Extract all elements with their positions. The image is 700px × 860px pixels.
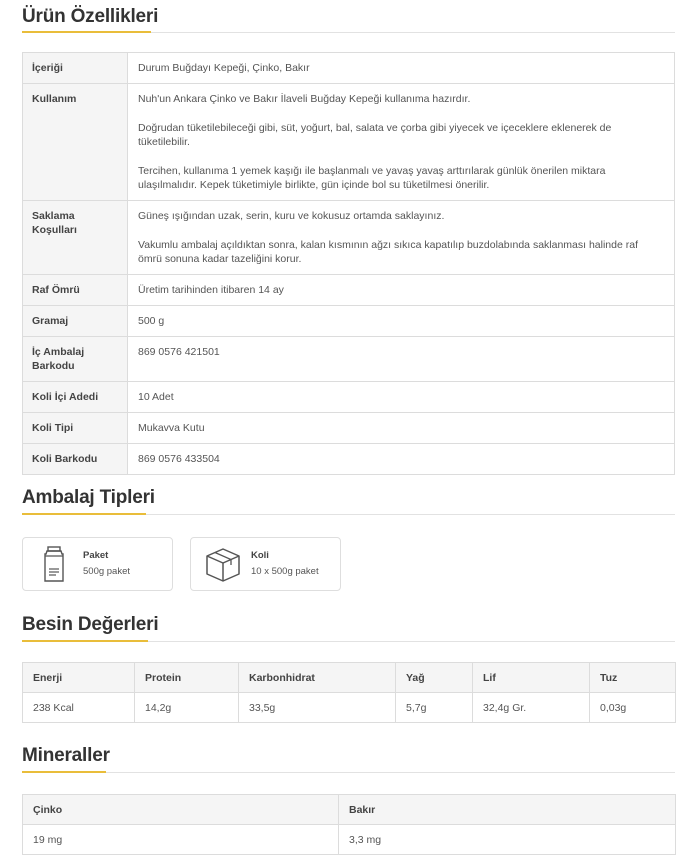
minerals-table: [22, 794, 676, 855]
table-cell: 238 Kcal: [23, 693, 135, 723]
table-header-row: [23, 663, 676, 693]
spec-label: Gramaj: [23, 306, 128, 337]
spec-value: [128, 306, 675, 337]
spec-value: [128, 382, 675, 413]
table-row: [23, 275, 675, 306]
packaging-subtitle: 500g paket: [83, 566, 131, 577]
column-header: Tuz: [590, 663, 676, 693]
column-header: Karbonhidrat: [239, 663, 396, 693]
packaging-title: Paket: [83, 550, 109, 561]
table-row: [23, 382, 675, 413]
table-cell: 0,03g: [590, 693, 676, 723]
table-cell: 3,3 mg: [339, 825, 676, 855]
spec-value: [128, 444, 675, 475]
spec-value: [128, 337, 675, 382]
column-header: Protein: [135, 663, 239, 693]
bag-icon: [35, 544, 75, 584]
table-row: [23, 201, 675, 275]
spec-value-paragraph: 500 g: [138, 315, 165, 327]
spec-value-paragraph: Vakumlu ambalaj açıldıktan sonra, kalan kısmının ağzı sıkıca kapatılıp buzdolabında saklanması halinde raf ömrü sonuna kadar tazeliğini korur.: [138, 239, 638, 265]
table-row: [23, 693, 676, 723]
packaging-title: Koli: [251, 550, 269, 561]
column-header: Bakır: [339, 795, 676, 825]
spec-value-paragraph: Üretim tarihinden itibaren 14 ay: [138, 284, 284, 296]
packaging-types-title: Ambalaj Tipleri: [22, 487, 155, 508]
spec-value: [128, 413, 675, 444]
column-header: Çinko: [23, 795, 339, 825]
spec-label: Koli Tipi: [23, 413, 128, 444]
product-features-table: [22, 52, 675, 475]
table-row: [23, 53, 675, 84]
spec-value: [128, 275, 675, 306]
product-features-title: Ürün Özellikleri: [22, 6, 159, 27]
packaging-card-paket: [22, 537, 173, 591]
table-cell: 32,4g Gr.: [473, 693, 590, 723]
table-row: [23, 337, 675, 382]
spec-value-paragraph: Durum Buğdayı Kepeği, Çinko, Bakır: [138, 62, 310, 74]
spec-value: [128, 201, 675, 275]
table-row: [23, 306, 675, 337]
spec-label: Koli Barkodu: [23, 444, 128, 475]
table-row: [23, 825, 676, 855]
title-underline: [22, 31, 151, 33]
spec-label: Kullanım: [23, 84, 128, 201]
spec-label: İçeriği: [23, 53, 128, 84]
spec-label: İç Ambalaj Barkodu: [23, 337, 128, 382]
column-header: Lif: [473, 663, 590, 693]
packaging-subtitle: 10 x 500g paket: [251, 566, 319, 577]
spec-value-paragraph: Tercihen, kullanıma 1 yemek kaşığı ile başlanmalı ve yavaş yavaş arttırılarak günlük önerilen miktara ulaşılmalıdır. Kepek tüketimiyle birlikte, gün içinde bol su tüketilmesi önerilir.: [138, 165, 606, 191]
packaging-card-koli: [190, 537, 341, 591]
spec-value-paragraph: Mukavva Kutu: [138, 422, 205, 434]
column-header: Enerji: [23, 663, 135, 693]
column-header: Yağ: [396, 663, 473, 693]
title-underline: [22, 640, 148, 642]
spec-value: [128, 53, 675, 84]
nutrition-title: Besin Değerleri: [22, 614, 159, 635]
spec-label: Saklama Koşulları: [23, 201, 128, 275]
spec-value-paragraph: 869 0576 433504: [138, 453, 220, 465]
table-cell: 14,2g: [135, 693, 239, 723]
table-row: [23, 413, 675, 444]
table-row: [23, 84, 675, 201]
box-icon: [203, 544, 243, 584]
table-row: [23, 444, 675, 475]
title-underline: [22, 771, 106, 773]
spec-label: Koli İçi Adedi: [23, 382, 128, 413]
table-cell: 19 mg: [23, 825, 339, 855]
spec-value-paragraph: 10 Adet: [138, 391, 174, 403]
minerals-title: Mineraller: [22, 745, 110, 766]
nutrition-table: [22, 662, 676, 723]
title-underline: [22, 513, 146, 515]
spec-value-paragraph: Doğrudan tüketilebileceği gibi, süt, yoğurt, bal, salata ve çorba gibi yiyecek ve içeceklere eklenerek de tüketilebilir.: [138, 122, 612, 148]
table-cell: 5,7g: [396, 693, 473, 723]
spec-label: Raf Ömrü: [23, 275, 128, 306]
table-header-row: [23, 795, 676, 825]
divider: [22, 772, 675, 773]
spec-value: [128, 84, 675, 201]
spec-value-paragraph: 869 0576 421501: [138, 346, 220, 358]
table-cell: 33,5g: [239, 693, 396, 723]
spec-value-paragraph: Nuh'un Ankara Çinko ve Bakır İlaveli Buğday Kepeği kullanıma hazırdır.: [138, 93, 471, 105]
spec-value-paragraph: Güneş ışığından uzak, serin, kuru ve kokusuz ortamda saklayınız.: [138, 210, 445, 222]
